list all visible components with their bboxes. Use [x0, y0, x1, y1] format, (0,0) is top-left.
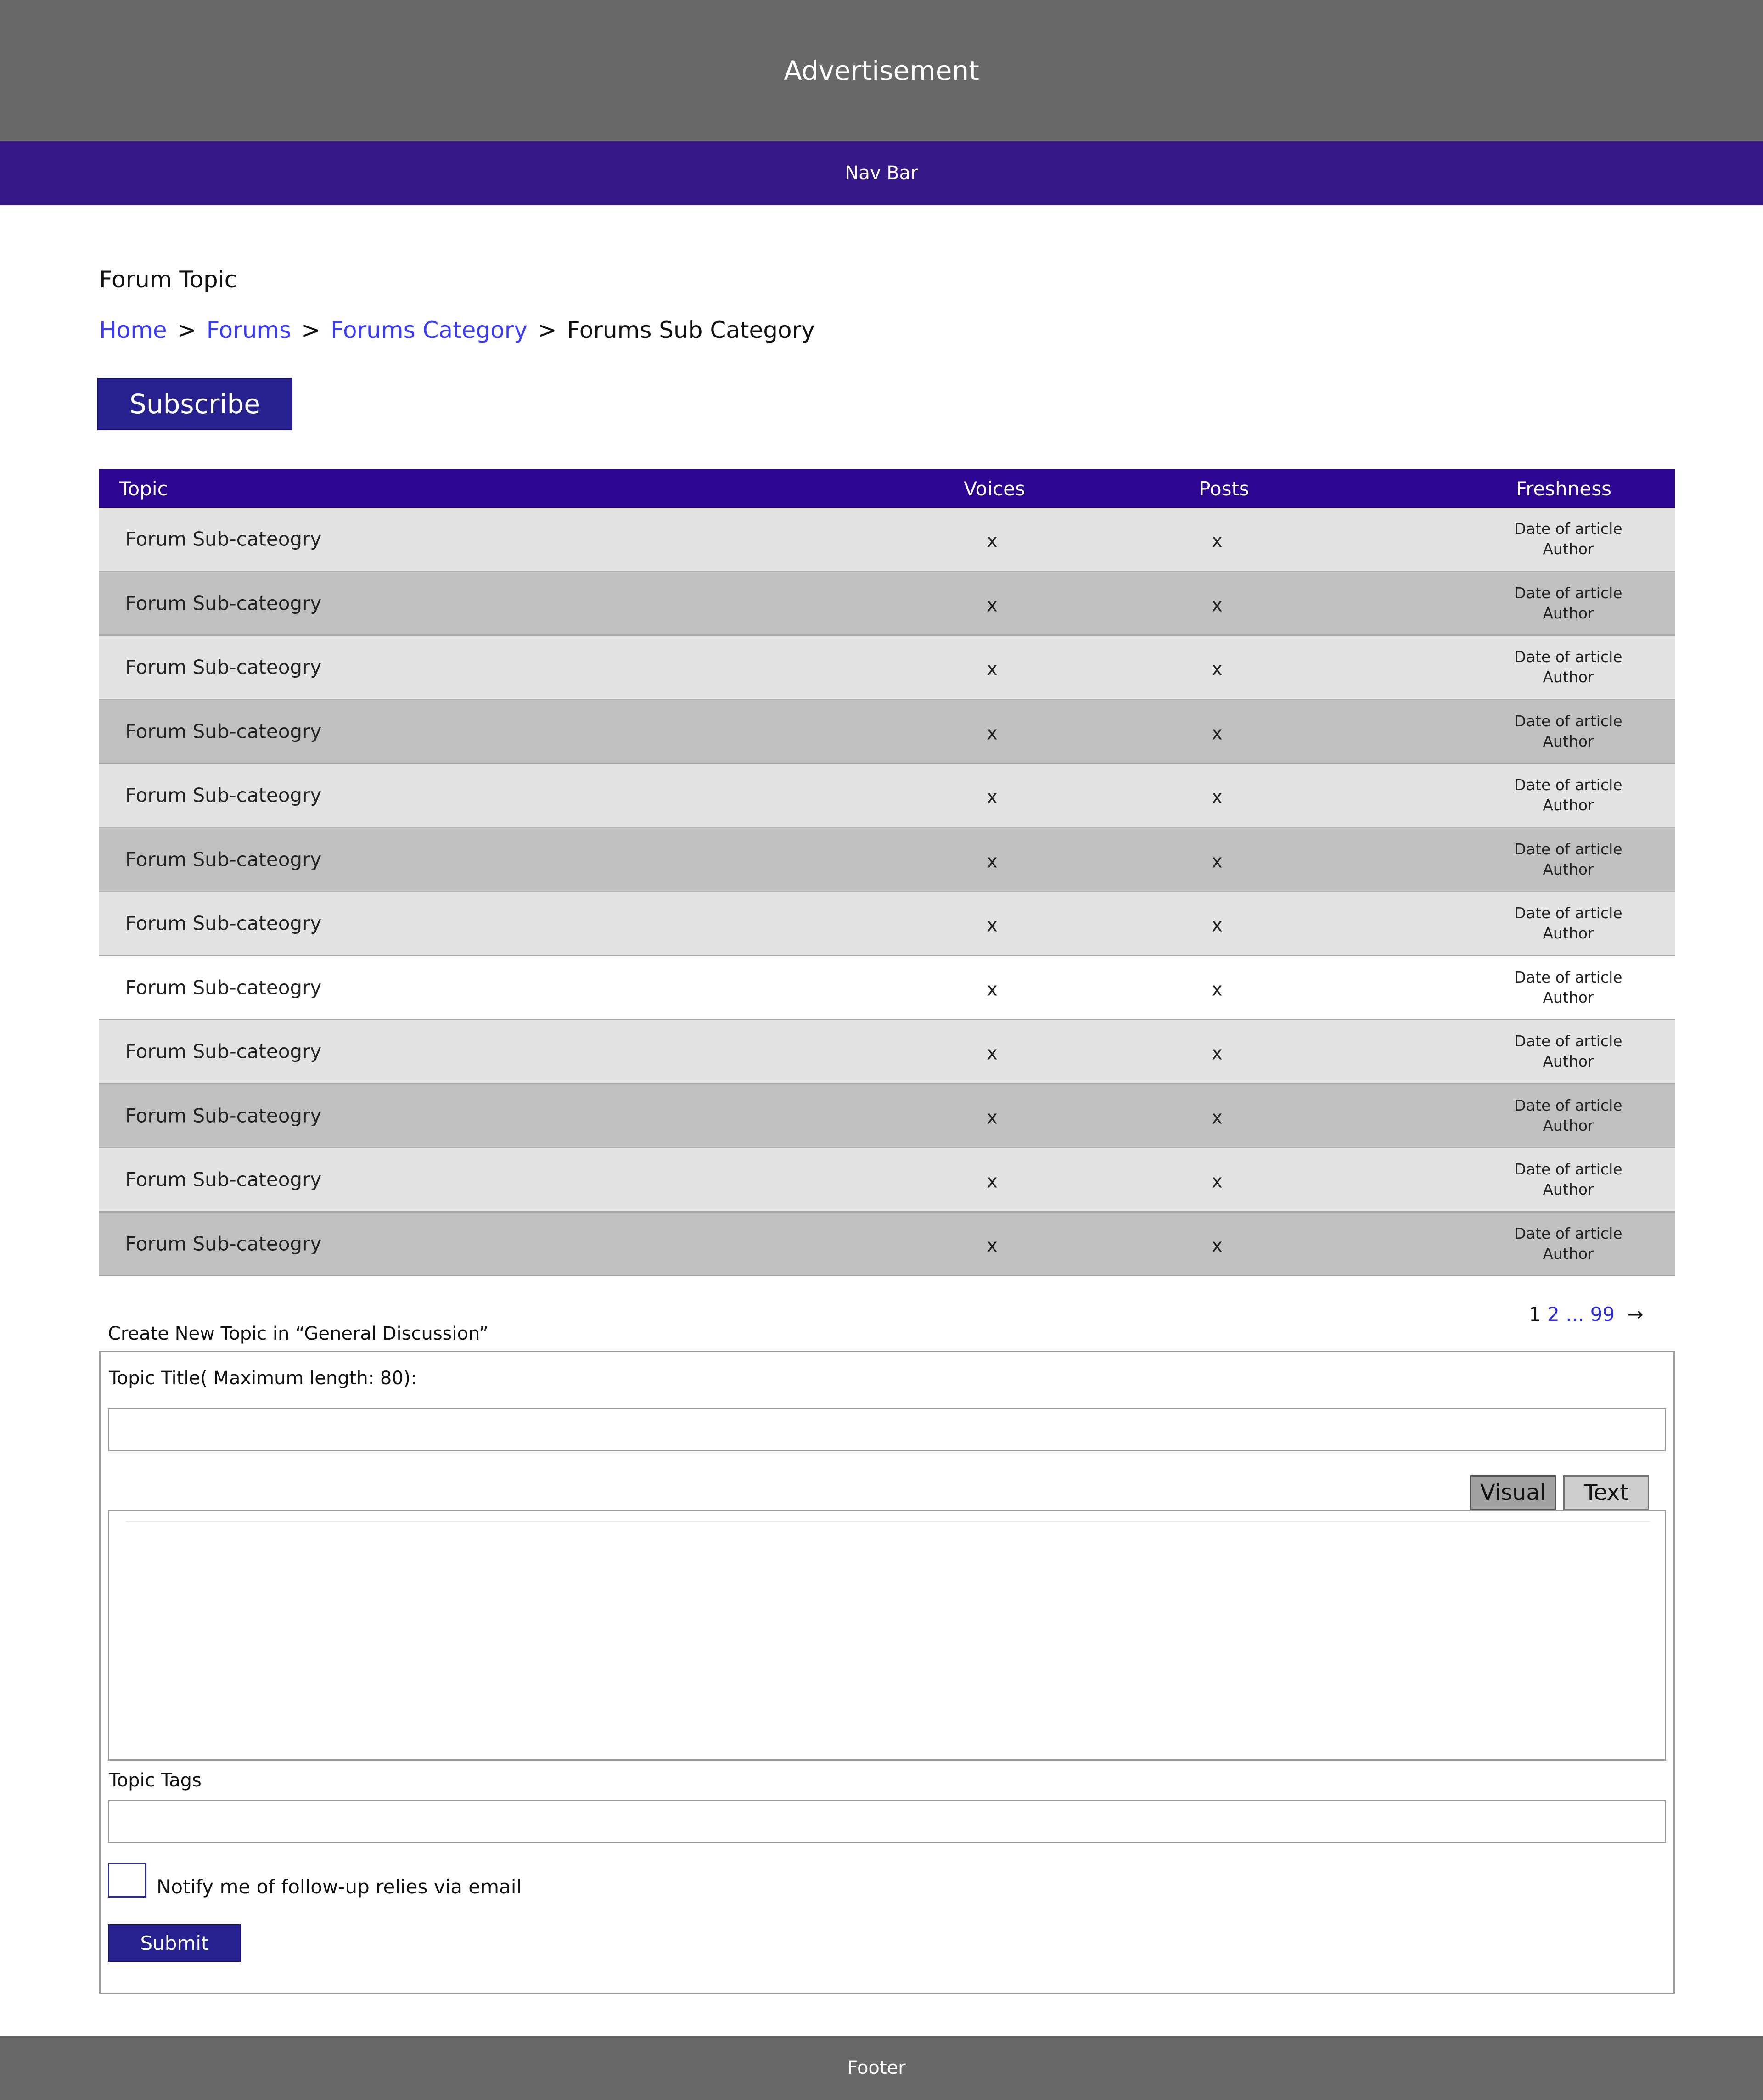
row-freshness: [1514, 711, 1622, 752]
row-topic-link[interactable]: Forum Sub-cateogry: [125, 976, 322, 999]
table-row[interactable]: [99, 828, 1675, 893]
header-topic: Topic: [119, 477, 168, 500]
row-author[interactable]: Author: [1543, 1052, 1594, 1071]
footer-label: Footer: [847, 2057, 906, 2078]
row-posts: x: [1212, 658, 1223, 680]
row-author[interactable]: Author: [1543, 604, 1594, 622]
forum-table: [99, 469, 1675, 1276]
row-posts: x: [1212, 979, 1223, 1000]
row-author[interactable]: Author: [1543, 860, 1594, 878]
row-topic-link[interactable]: Forum Sub-cateogry: [125, 656, 322, 679]
table-row[interactable]: [99, 1084, 1675, 1149]
table-row[interactable]: [99, 1148, 1675, 1213]
row-freshness: [1514, 1031, 1622, 1072]
header-freshness: Freshness: [1516, 477, 1611, 500]
row-author[interactable]: Author: [1543, 732, 1594, 750]
row-posts: x: [1212, 1107, 1223, 1129]
row-topic-link[interactable]: Forum Sub-cateogry: [125, 784, 322, 807]
row-freshness: [1514, 967, 1622, 1008]
row-date: Date of article: [1514, 1096, 1623, 1114]
page-ellipsis: ...: [1566, 1303, 1584, 1325]
table-row[interactable]: [99, 572, 1675, 636]
topic-tags-input[interactable]: [108, 1800, 1666, 1843]
table-row[interactable]: [99, 1213, 1675, 1277]
create-topic-title: Create New Topic in “General Discussion”: [108, 1323, 488, 1344]
breadcrumb: [99, 317, 815, 343]
topic-title-input[interactable]: [108, 1408, 1666, 1451]
row-topic-link[interactable]: Forum Sub-cateogry: [125, 1040, 322, 1063]
editor-divider: [126, 1521, 1650, 1522]
row-voices: x: [987, 658, 998, 680]
row-topic-link[interactable]: Forum Sub-cateogry: [125, 1104, 322, 1127]
row-author[interactable]: Author: [1543, 796, 1594, 814]
row-voices: x: [987, 595, 998, 616]
row-date: Date of article: [1514, 520, 1623, 538]
row-voices: x: [987, 1171, 998, 1192]
table-row[interactable]: [99, 508, 1675, 572]
row-topic-link[interactable]: Forum Sub-cateogry: [125, 912, 322, 935]
page-link-last[interactable]: 99: [1590, 1303, 1615, 1325]
row-date: Date of article: [1514, 712, 1623, 730]
advertisement-banner[interactable]: [0, 0, 1763, 141]
row-voices: x: [987, 915, 998, 936]
row-date: Date of article: [1514, 904, 1623, 922]
row-author[interactable]: Author: [1543, 924, 1594, 943]
notify-checkbox[interactable]: [108, 1863, 146, 1898]
row-posts: x: [1212, 723, 1223, 744]
row-posts: x: [1212, 915, 1223, 936]
page-current: 1: [1529, 1303, 1541, 1325]
row-author[interactable]: Author: [1543, 988, 1594, 1006]
page-link-2[interactable]: 2: [1547, 1303, 1560, 1325]
row-topic-link[interactable]: Forum Sub-cateogry: [125, 528, 322, 550]
row-date: Date of article: [1514, 1224, 1623, 1242]
table-row[interactable]: [99, 956, 1675, 1021]
row-voices: x: [987, 1235, 998, 1257]
advertisement-label: Advertisement: [784, 55, 979, 86]
row-freshness: [1514, 775, 1622, 815]
notify-label: Notify me of follow-up relies via email: [157, 1875, 522, 1898]
topic-title-label: Topic Title( Maximum length: 80):: [109, 1368, 417, 1389]
footer: [0, 2036, 1763, 2100]
row-date: Date of article: [1514, 1032, 1623, 1050]
new-topic-form: [99, 1351, 1675, 1994]
row-date: Date of article: [1514, 840, 1623, 858]
nav-bar-label: Nav Bar: [845, 163, 918, 184]
pagination: [1529, 1303, 1644, 1325]
row-posts: x: [1212, 1235, 1223, 1257]
row-posts: x: [1212, 1043, 1223, 1064]
row-topic-link[interactable]: Forum Sub-cateogry: [125, 592, 322, 615]
row-date: Date of article: [1514, 968, 1623, 986]
breadcrumb-home-link[interactable]: Home: [99, 317, 167, 343]
table-row[interactable]: [99, 1020, 1675, 1084]
row-freshness: [1514, 1159, 1622, 1200]
row-author[interactable]: Author: [1543, 668, 1594, 686]
topic-body-editor[interactable]: [108, 1510, 1666, 1761]
row-date: Date of article: [1514, 584, 1623, 602]
table-row[interactable]: [99, 700, 1675, 764]
row-freshness: [1514, 1224, 1622, 1264]
row-voices: x: [987, 851, 998, 872]
row-freshness: [1514, 903, 1622, 943]
breadcrumb-separator: >: [537, 317, 557, 343]
row-freshness: [1514, 583, 1622, 623]
row-voices: x: [987, 530, 998, 552]
breadcrumb-current: Forums Sub Category: [567, 317, 815, 343]
row-posts: x: [1212, 1171, 1223, 1192]
row-voices: x: [987, 1107, 998, 1129]
row-topic-link[interactable]: Forum Sub-cateogry: [125, 1168, 322, 1191]
row-posts: x: [1212, 851, 1223, 872]
breadcrumb-category-link[interactable]: Forums Category: [331, 317, 528, 343]
nav-bar[interactable]: [0, 141, 1763, 205]
next-page-arrow-icon[interactable]: →: [1627, 1303, 1644, 1325]
row-freshness: [1514, 519, 1622, 559]
row-date: Date of article: [1514, 648, 1623, 666]
row-voices: x: [987, 786, 998, 808]
table-row[interactable]: [99, 764, 1675, 828]
breadcrumb-separator: >: [177, 317, 197, 343]
tab-text[interactable]: Text: [1563, 1475, 1649, 1510]
row-freshness: [1514, 839, 1622, 880]
topic-tags-label: Topic Tags: [109, 1770, 202, 1791]
row-topic-link[interactable]: Forum Sub-cateogry: [125, 720, 322, 743]
row-topic-link[interactable]: Forum Sub-cateogry: [125, 1232, 322, 1255]
row-posts: x: [1212, 786, 1223, 808]
header-voices: Voices: [964, 477, 1025, 500]
table-header: [99, 469, 1675, 508]
row-posts: x: [1212, 595, 1223, 616]
row-author[interactable]: Author: [1543, 1180, 1594, 1199]
tab-visual[interactable]: Visual: [1470, 1475, 1556, 1510]
row-freshness: [1514, 1095, 1622, 1136]
header-posts: Posts: [1199, 477, 1249, 500]
row-voices: x: [987, 723, 998, 744]
row-voices: x: [987, 979, 998, 1000]
row-author[interactable]: Author: [1543, 1116, 1594, 1134]
row-topic-link[interactable]: Forum Sub-cateogry: [125, 848, 322, 871]
row-voices: x: [987, 1043, 998, 1064]
submit-button[interactable]: Submit: [108, 1924, 241, 1962]
row-date: Date of article: [1514, 776, 1623, 794]
row-freshness: [1514, 647, 1622, 687]
table-row[interactable]: [99, 636, 1675, 700]
breadcrumb-separator: >: [301, 317, 321, 343]
page-title: Forum Topic: [99, 266, 237, 293]
table-row[interactable]: [99, 892, 1675, 956]
subscribe-button[interactable]: Subscribe: [97, 378, 292, 430]
row-author[interactable]: Author: [1543, 540, 1594, 558]
row-date: Date of article: [1514, 1160, 1623, 1179]
row-posts: x: [1212, 530, 1223, 552]
breadcrumb-forums-link[interactable]: Forums: [206, 317, 292, 343]
row-author[interactable]: Author: [1543, 1244, 1594, 1263]
